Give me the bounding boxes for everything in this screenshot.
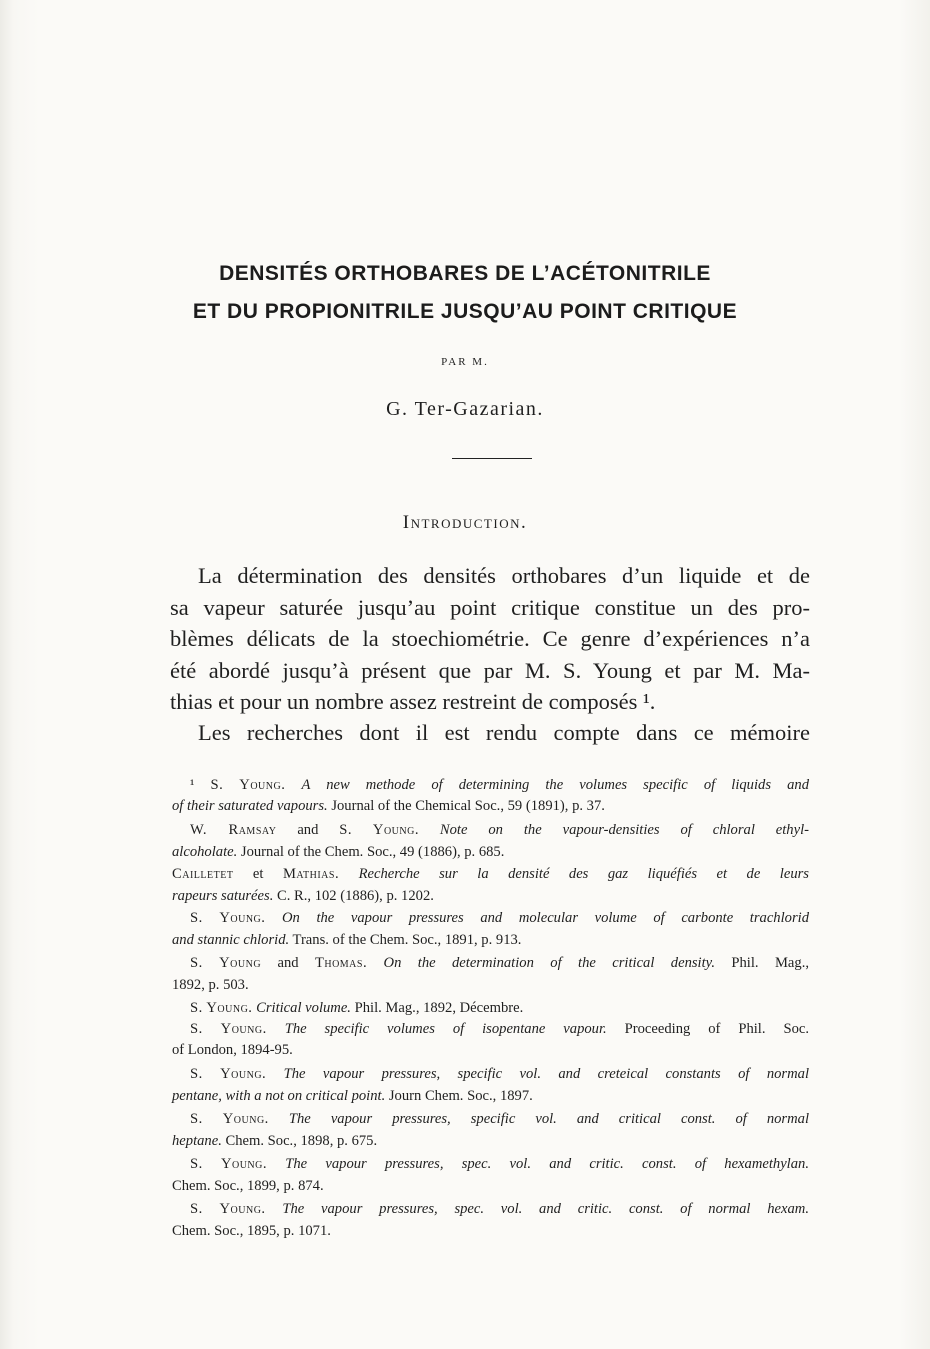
footnote-line [172, 1134, 809, 1149]
footnote-line: Chem. Soc., 1899, p. 874. [172, 1178, 324, 1194]
footnote-line [172, 799, 809, 814]
footnote-title: The vapour pressures, spec. vol. and critic. const. of hexamethylan. [285, 1156, 809, 1172]
footnote-author: S. Young. [190, 1111, 269, 1127]
footnote-line [172, 845, 809, 860]
footnote-author: W. Ramsay [190, 822, 277, 838]
footnote-author: S. Young. [190, 1066, 267, 1082]
footnote-author: S. Young. [190, 910, 266, 926]
footnote-author: S. Young. [190, 1021, 267, 1037]
footnote-citation: Journ Chem. Soc., 1897. [385, 1088, 533, 1104]
footnote-line [190, 1022, 809, 1037]
footnote-title: Note on the vapour-densities of chloral ethyl- [439, 822, 809, 838]
byline: PAR M. [441, 356, 489, 368]
footnote-citation: Journal of the Chemical Soc., 59 (1891), p. 37. [327, 798, 605, 814]
footnote-author: Cailletet [172, 866, 234, 882]
footnote-line [190, 823, 809, 838]
footnote-line [190, 911, 809, 926]
footnote-line [172, 889, 809, 904]
footnote-title: of their saturated vapours. [172, 798, 328, 814]
footnote-citation: Phil. Mag., 1892, Décembre. [350, 1000, 524, 1016]
footnote-citation: Journal of the Chem. Soc., 49 (1886), p. 685. [237, 844, 505, 860]
footnote-citation: Phil. Mag., [714, 955, 809, 971]
body-line: été abordé jusqu’à présent que par M. S. Young et par M. Ma- [170, 658, 810, 683]
separator-rule [452, 458, 532, 459]
footnote-line [190, 1001, 809, 1016]
footnote-line: 1892, p. 503. [172, 977, 249, 993]
footnote-author: S. Young. [339, 822, 419, 838]
footnote-mark: ¹ [190, 777, 195, 793]
footnote-line [190, 1157, 809, 1172]
footnote-author: S. Young. [190, 1156, 268, 1172]
footnote-line [190, 956, 809, 971]
footnote-title: The vapour pressures, specific vol. and critical const. of normal [288, 1111, 810, 1127]
footnote-line [190, 778, 809, 793]
footnote-title: The vapour pressures, specific vol. and creteical constants of normal [283, 1066, 809, 1082]
footnote-author: S. Young. [210, 777, 286, 793]
footnote-title: rapeurs saturées. [172, 888, 274, 904]
footnote-line [190, 1112, 809, 1127]
body-line: Les recherches dont il est rendu compte dans ce mémoire [198, 720, 810, 745]
section-heading: Introduction. [402, 512, 528, 533]
article-title-line-1: DENSITÉS ORTHOBARES DE L’ACÉTONITRILE [219, 262, 711, 285]
body-line: La détermination des densités orthobares d’un liquide et de [198, 563, 810, 588]
footnote-title: and stannic chlorid. [172, 932, 290, 948]
footnote-citation: Trans. of the Chem. Soc., 1891, p. 913. [289, 932, 522, 948]
body-line: sa vapeur saturée jusqu’au point critique constitue un des pro- [170, 595, 810, 620]
article-title-line-2: ET DU PROPIONITRILE JUSQU’AU POINT CRITIQUE [192, 300, 738, 323]
body-line: thias et pour un nombre assez restreint de composés ¹. [170, 689, 656, 714]
footnote-joiner: and [276, 822, 340, 838]
footnote-line: Chem. Soc., 1895, p. 1071. [172, 1223, 331, 1239]
footnote-line [172, 867, 809, 882]
footnote-author: Mathias. [282, 866, 340, 882]
footnote-title: pentane, with a not on critical point. [172, 1088, 386, 1104]
footnote-line [172, 933, 809, 948]
footnote-author: S. Young. [190, 1000, 253, 1016]
footnote-title: The vapour pressures, spec. vol. and critic. const. of normal hexam. [282, 1201, 809, 1217]
footnote-citation: C. R., 102 (1886), p. 1202. [273, 888, 434, 904]
footnote-joiner: and [261, 955, 315, 971]
footnote-citation: Chem. Soc., 1898, p. 675. [221, 1133, 378, 1149]
footnote-citation: Proceeding of Phil. Soc. [606, 1021, 809, 1037]
footnote-line [172, 1089, 809, 1104]
author-name: G. Ter-Gazarian. [386, 398, 544, 420]
footnote-joiner: et [233, 866, 283, 882]
footnote-title: A new methode of determining the volumes specific of liquids and [301, 777, 809, 793]
footnote-line: of London, 1894-95. [172, 1042, 293, 1058]
footnote-author: S. Young [190, 955, 262, 971]
footnote-line [190, 1202, 809, 1217]
footnote-title: The specific volumes of isopentane vapour. [284, 1021, 607, 1037]
footnote-title: Recherche sur la densité des gaz liquéfiés et de leurs [358, 866, 809, 882]
footnote-title: On the determination of the critical density. [383, 955, 715, 971]
footnote-author: Thomas. [314, 955, 368, 971]
footnote-title: Critical volume. [256, 1000, 351, 1016]
footnote-author: S. Young. [190, 1201, 266, 1217]
footnote-title: alcoholate. [172, 844, 238, 860]
footnote-line [190, 1067, 809, 1082]
body-line: blèmes délicats de la stoechiométrie. Ce genre d’expériences n’a [170, 626, 810, 651]
footnote-title: On the vapour pressures and molecular volume of carbonte trachlorid [282, 910, 809, 926]
footnote-title: heptane. [172, 1133, 222, 1149]
